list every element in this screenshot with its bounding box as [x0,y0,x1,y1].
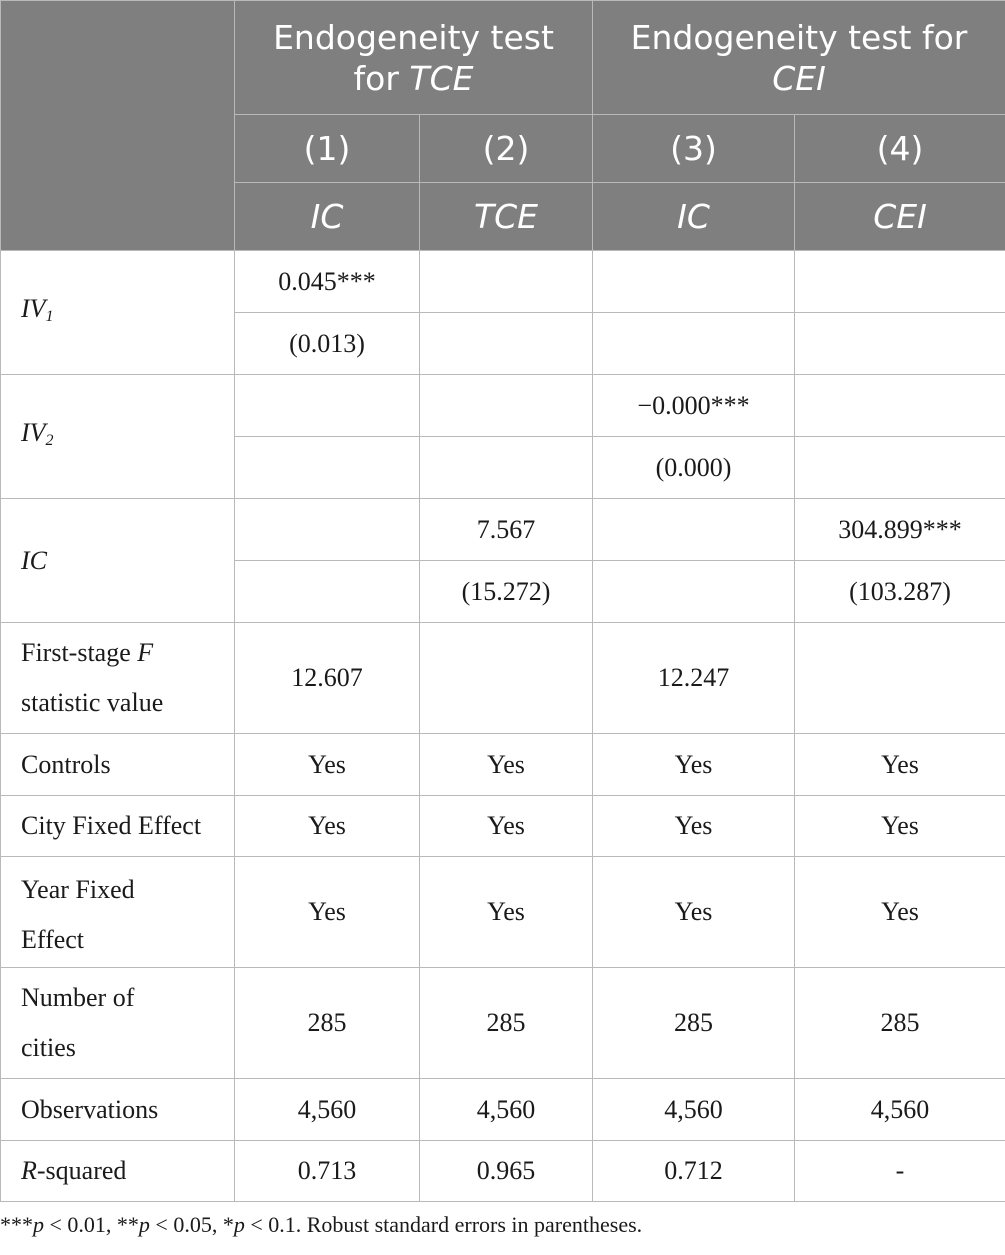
cell-se [593,313,795,375]
cell-value: 285 [420,968,593,1079]
cell-value [795,623,1005,734]
cell-value: 0.713 [235,1141,420,1202]
table-row [1,796,1005,857]
cell-value: 285 [593,968,795,1079]
cell-value: 4,560 [593,1079,795,1141]
cell-value: Yes [593,857,795,968]
col-number-4: (4) [795,115,1005,183]
cell-value: 12.247 [593,623,795,734]
header-corner [1,1,235,251]
cell-value: - [795,1141,1005,1202]
cell-value: Yes [593,734,795,796]
row-label-ic: IC [1,499,235,623]
header-group-tce [235,1,593,115]
cell-se [795,437,1005,499]
col-depvar-2: TCE [420,183,593,251]
cell-value: 4,560 [235,1079,420,1141]
cell-coef [795,251,1005,313]
table-row [1,734,1005,796]
table-body [1,251,1005,1202]
row-label-city-fe: City Fixed Effect [1,796,235,857]
cell-se [235,561,420,623]
col-depvar-3: IC [593,183,795,251]
cell-coef: 0.045*** [235,251,420,313]
cell-coef [235,375,420,437]
cell-value: Yes [795,796,1005,857]
col-number-1: (1) [235,115,420,183]
cell-coef: −0.000*** [593,375,795,437]
cell-se [593,561,795,623]
cell-value: Yes [235,734,420,796]
cell-value: Yes [235,796,420,857]
cell-value: 12.607 [235,623,420,734]
cell-se [420,437,593,499]
group-cei-var: CEI [772,58,826,98]
table-row [1,375,1005,437]
cell-value: Yes [235,857,420,968]
cell-value: Yes [795,857,1005,968]
table-row [1,499,1005,561]
cell-se [235,437,420,499]
cell-se: (103.287) [795,561,1005,623]
group-tce-prefix: for [353,58,410,98]
cell-value: 285 [795,968,1005,1079]
table-row [1,251,1005,313]
table-footnote: ***p < 0.01, **p < 0.05, *p < 0.1. Robust standard errors in parentheses. [0,1212,643,1237]
cell-value: Yes [420,857,593,968]
col-number-3: (3) [593,115,795,183]
cell-value: 0.712 [593,1141,795,1202]
row-label-observations: Observations [1,1079,235,1141]
table-row [1,857,1005,968]
cell-coef [593,251,795,313]
cell-se [420,313,593,375]
cell-se: (15.272) [420,561,593,623]
cell-value: Yes [795,734,1005,796]
cell-value [420,623,593,734]
cell-value: 4,560 [420,1079,593,1141]
row-label-controls: Controls [1,734,235,796]
group-cei-line1: Endogeneity test for [630,17,968,57]
cell-coef: 304.899*** [795,499,1005,561]
row-label-iv1: $IV_1$ [1,251,235,375]
row-label-cities: Number of cities [1,968,235,1079]
cell-se: (0.000) [593,437,795,499]
col-depvar-1: IC [235,183,420,251]
cell-coef [795,375,1005,437]
table-row [1,1141,1005,1202]
col-depvar-4: CEI [795,183,1005,251]
table-header [1,1,1005,251]
row-label-iv2: $IV_2$ [1,375,235,499]
row-label-year-fe: Year Fixed Effect [1,857,235,968]
header-group-cei [593,1,1005,115]
cell-value: Yes [420,734,593,796]
cell-value: 285 [235,968,420,1079]
cell-value: 4,560 [795,1079,1005,1141]
cell-coef [593,499,795,561]
cell-coef: 7.567 [420,499,593,561]
table-row [1,968,1005,1079]
cell-value: 0.965 [420,1141,593,1202]
row-label-fstat: First-stage F statistic value [1,623,235,734]
row-label-r-squared: R-squared [1,1141,235,1202]
col-number-2: (2) [420,115,593,183]
cell-se: (0.013) [235,313,420,375]
group-tce-line1: Endogeneity test [273,17,554,57]
table-row [1,623,1005,734]
table-row [1,1079,1005,1141]
cell-value: Yes [420,796,593,857]
cell-coef [420,251,593,313]
cell-value: Yes [593,796,795,857]
cell-coef [235,499,420,561]
cell-se [795,313,1005,375]
cell-coef [420,375,593,437]
group-tce-var: TCE [409,58,474,98]
